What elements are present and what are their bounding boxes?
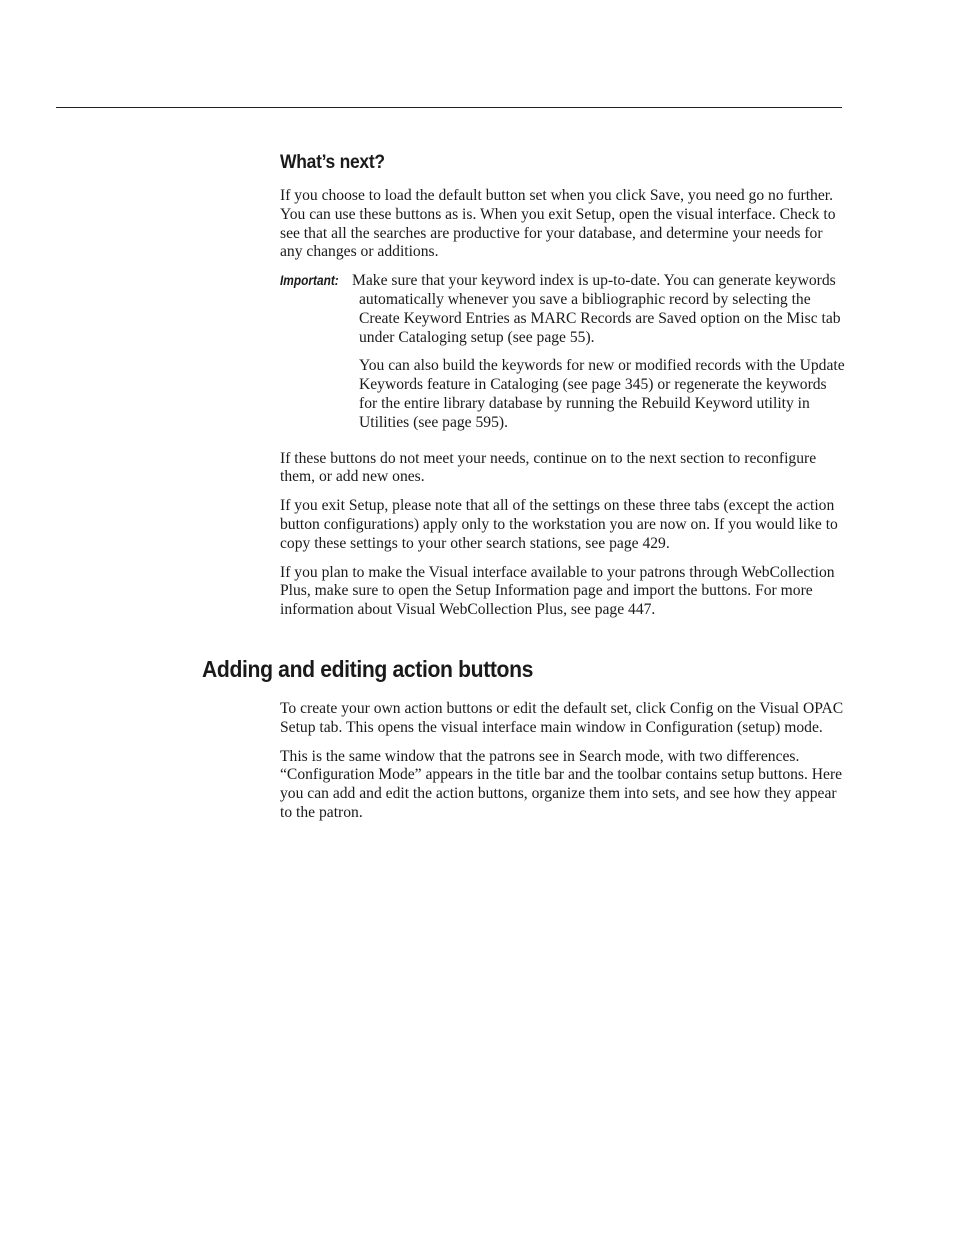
body-paragraph: If you exit Setup, please note that all of the settings on these three tabs (except the action button configurations) apply only to the workstation you are now on. If you would like to copy these settings to your other search stations, see page 429. xyxy=(280,497,838,552)
section-adding-editing xyxy=(280,700,846,833)
note-paragraph: You can also build the keywords for new or modified records with the Update Keywords feature in Cataloging (see page 345) or regenerate the keywords for the entire library database by running the Rebuild Keyword utility in Utilities (see page 595). xyxy=(359,357,845,431)
body-paragraph: This is the same window that the patrons see in Search mode, with two differences. “Configuration Mode” appears in the title bar and the toolbar contains setup buttons. Here you can add and edit the action buttons, organize them into sets, and see how they appear to the patron. xyxy=(280,747,843,821)
body-paragraph: If you plan to make the Visual interface available to your patrons through WebCollection Plus, make sure to open the Setup Information page and import the buttons. For more information about Visual WebCollection Plus, see page 447. xyxy=(280,563,835,619)
body-paragraph: If these buttons do not meet your needs, continue on to the next section to reconfigure them, or add new ones. xyxy=(280,449,817,486)
note-label: Important: xyxy=(280,273,339,289)
important-note xyxy=(280,272,846,432)
section-whats-next xyxy=(280,152,846,630)
body-paragraph: To create your own action buttons or edit the default set, click Config on the Visual OPAC Setup tab. This opens the visual interface main window in Configuration (setup) mode. xyxy=(280,700,844,736)
subsection-heading: What’s next? xyxy=(280,152,385,173)
note-paragraph: Make sure that your keyword index is up-to-date. You can generate keywords automatically whenever you save a bibliographic record by selecting the Create Keyword Entries as MARC Records are Saved option on the Misc tab under Cataloging setup (see page 55). xyxy=(352,272,841,346)
header-rule xyxy=(56,107,842,108)
body-paragraph: If you choose to load the default button set when you click Save, you need go no further. You can use these buttons as is. When you exit Setup, open the visual interface. Check to see that all the searches are productive for your database, and determine your needs for any changes or additions. xyxy=(280,187,836,261)
section-heading: Adding and editing action buttons xyxy=(202,656,534,682)
